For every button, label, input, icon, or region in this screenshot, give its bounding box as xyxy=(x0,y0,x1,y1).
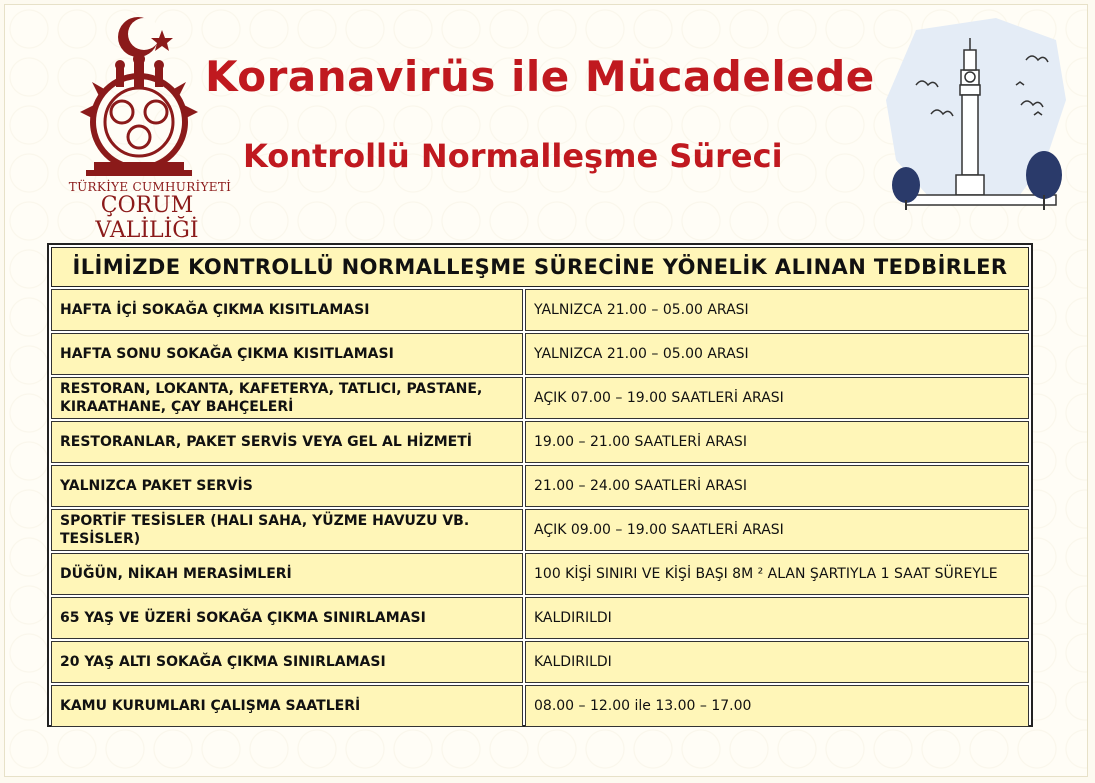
measure-cell: HAFTA İÇİ SOKAĞA ÇIKMA KISITLAMASI xyxy=(51,289,523,331)
value-cell: 08.00 – 12.00 ile 13.00 – 17.00 xyxy=(525,685,1029,727)
measure-cell: 20 YAŞ ALTI SOKAĞA ÇIKMA SINIRLAMASI xyxy=(51,641,523,683)
value-cell: YALNIZCA 21.00 – 05.00 ARASI xyxy=(525,289,1029,331)
org-line-2: ÇORUM VALİLİĞİ xyxy=(95,193,199,243)
value-cell: AÇIK 09.00 – 19.00 SAATLERİ ARASI xyxy=(525,509,1029,551)
table-row xyxy=(51,465,1029,507)
value-cell: 100 KİŞİ SINIRI VE KİŞİ BAŞI 8M ² ALAN ŞARTIYLA 1 SAAT SÜREYLE xyxy=(525,553,1029,595)
page-subtitle: Kontrollü Normalleşme Süreci xyxy=(243,137,783,175)
table-row xyxy=(51,509,1029,551)
measure-cell: DÜĞÜN, NİKAH MERASİMLERİ xyxy=(51,553,523,595)
table-row xyxy=(51,377,1029,419)
table-row xyxy=(51,421,1029,463)
measures-table xyxy=(47,243,1033,727)
measure-cell: RESTORAN, LOKANTA, KAFETERYA, TATLICI, PASTANE, KIRAATHANE, ÇAY BAHÇELERİ xyxy=(51,377,523,419)
measure-cell: SPORTİF TESİSLER (HALI SAHA, YÜZME HAVUZU VB. TESİSLER) xyxy=(51,509,523,551)
org-line-1: TÜRKİYE CUMHURİYETİ xyxy=(68,180,232,194)
page-title: Koranavirüs ile Mücadelede xyxy=(205,52,875,101)
value-cell: YALNIZCA 21.00 – 05.00 ARASI xyxy=(525,333,1029,375)
table-row xyxy=(51,333,1029,375)
table-row xyxy=(51,641,1029,683)
measure-cell: RESTORANLAR, PAKET SERVİS VEYA GEL AL HİZMETİ xyxy=(51,421,523,463)
clock-tower-illustration-icon xyxy=(876,10,1076,220)
value-cell: 19.00 – 21.00 SAATLERİ ARASI xyxy=(525,421,1029,463)
measure-cell: YALNIZCA PAKET SERVİS xyxy=(51,465,523,507)
table-row xyxy=(51,289,1029,331)
table-row xyxy=(51,553,1029,595)
value-cell: AÇIK 07.00 – 19.00 SAATLERİ ARASI xyxy=(525,377,1029,419)
measure-cell: HAFTA SONU SOKAĞA ÇIKMA KISITLAMASI xyxy=(51,333,523,375)
value-cell: KALDIRILDI xyxy=(525,641,1029,683)
table-row xyxy=(51,685,1029,727)
measure-cell: 65 YAŞ VE ÜZERİ SOKAĞA ÇIKMA SINIRLAMASI xyxy=(51,597,523,639)
table-row xyxy=(51,597,1029,639)
value-cell: KALDIRILDI xyxy=(525,597,1029,639)
measure-cell: KAMU KURUMLARI ÇALIŞMA SAATLERİ xyxy=(51,685,523,727)
table-heading: İLİMİZDE KONTROLLÜ NORMALLEŞME SÜRECİNE YÖNELİK ALINAN TEDBİRLER xyxy=(51,247,1029,287)
value-cell: 21.00 – 24.00 SAATLERİ ARASI xyxy=(525,465,1029,507)
